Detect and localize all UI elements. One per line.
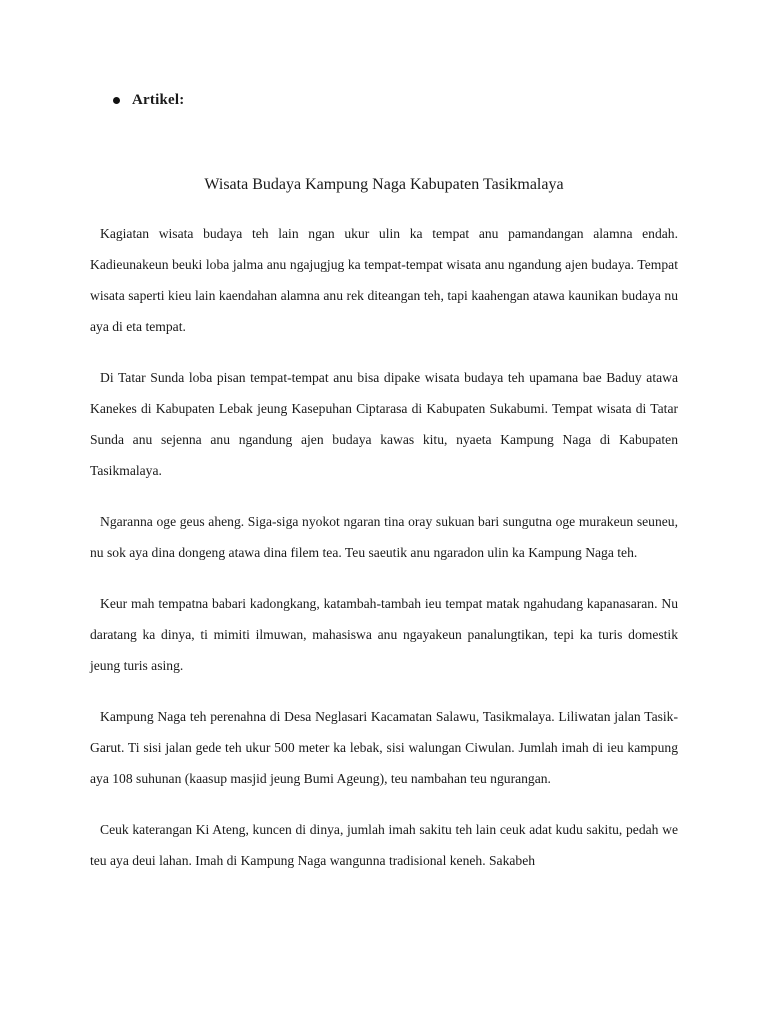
paragraph: Di Tatar Sunda loba pisan tempat-tempat anu bisa dipake wisata budaya teh upamana bae Baduy atawa Kanekes di Kabupaten Lebak jeung Kasepuhan Ciptarasa di Kabupaten Sukabumi. Tempat wisata di Tatar Sunda anu sejenna anu ngandung ajen budaya kawas kitu, nyaeta Kampung Naga di Kabupaten Tasikmalaya. (90, 370, 678, 478)
article-body (90, 218, 678, 896)
paragraph: Kagiatan wisata budaya teh lain ngan ukur ulin ka tempat anu pamandangan alamna endah. Kadieunakeun beuki loba jalma anu ngajugjug ka tempat-tempat wisata anu ngandung ajen budaya. Tempat wisata saperti kieu lain kaendahan alamna anu rek diteangan teh, tapi kaahengan atawa kaunikan budaya nu aya di eta tempat. (90, 226, 678, 334)
paragraph: Kampung Naga teh perenahna di Desa Neglasari Kacamatan Salawu, Tasikmalaya. Liliwatan jalan Tasik-Garut. Ti sisi jalan gede teh ukur 500 meter ka lebak, sisi walungan Ciwulan. Jumlah imah di ieu kampung aya 108 suhunan (kaasup masjid jeung Bumi Ageung), teu nambahan teu ngurangan. (90, 709, 678, 786)
article-title: Wisata Budaya Kampung Naga Kabupaten Tasikmalaya (204, 176, 564, 193)
paragraph: Ceuk katerangan Ki Ateng, kuncen di dinya, jumlah imah sakitu teh lain ceuk adat kudu sakitu, pedah we teu aya deui lahan. Imah di Kampung Naga wangunna tradisional keneh. Sakabeh (90, 822, 678, 868)
bullet-icon (113, 97, 120, 104)
paragraph: Ngaranna oge geus aheng. Siga-siga nyokot ngaran tina oray sukuan bari sungutna oge murakeun seuneu, nu sok aya dina dongeng atawa dina filem tea. Teu saeutik anu ngaradon ulin ka Kampung Naga teh. (90, 514, 678, 560)
heading-label: Artikel: (132, 92, 185, 108)
paragraph: Keur mah tempatna babari kadongkang, katambah-tambah ieu tempat matak ngahudang kapanasaran. Nu daratang ka dinya, ti mimiti ilmuwan, mahasiswa anu ngayakeun panalungtikan, tepi ka turis domestik jeung turis asing. (90, 596, 678, 673)
article-heading (113, 92, 184, 109)
